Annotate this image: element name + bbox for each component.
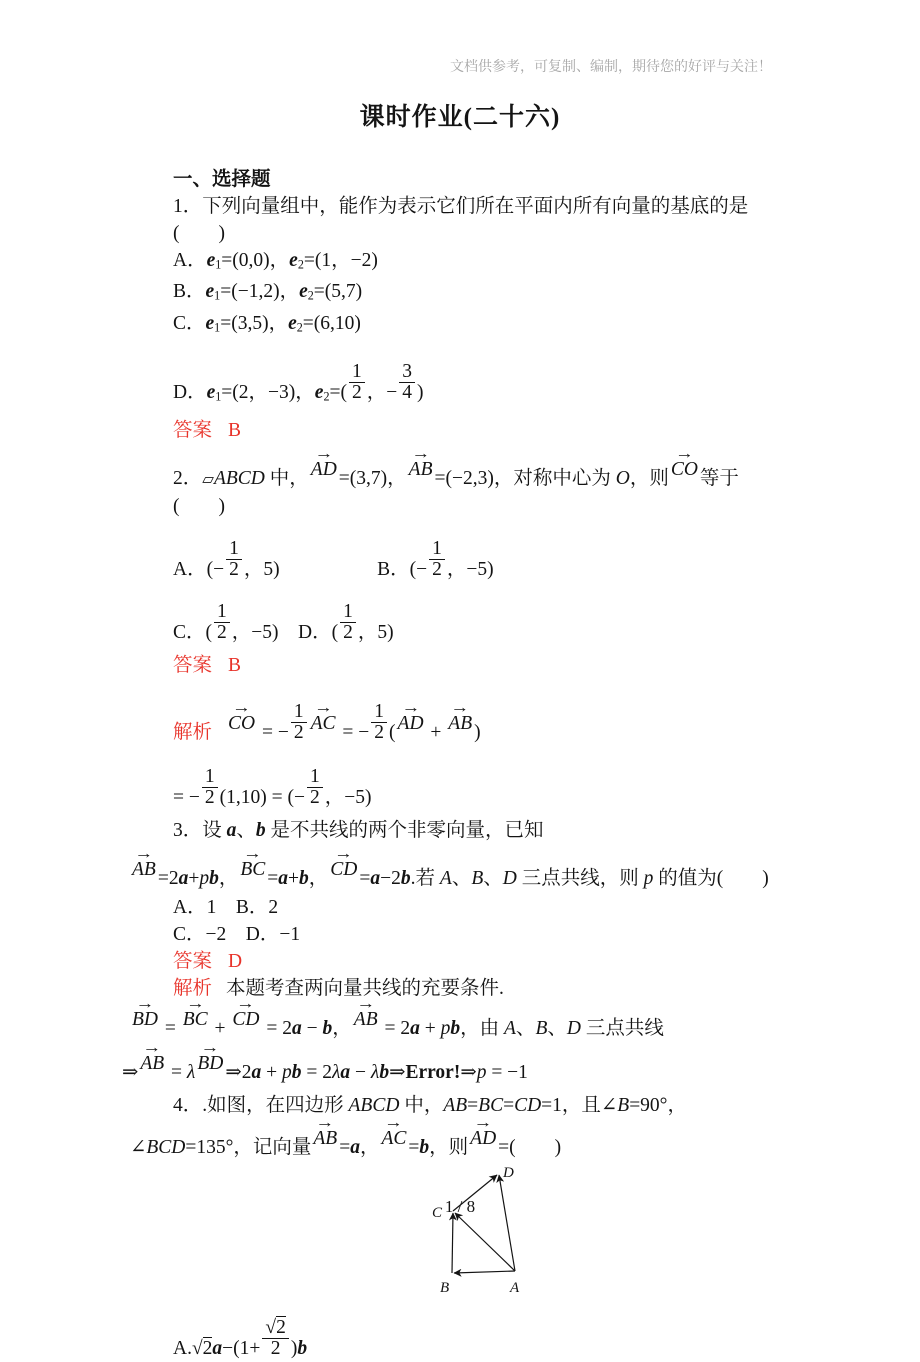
q2-analysis-formula: → CO = − $\frac{1}{2}$ → AC = − $\frac{1}{2}$ ( → AD + → AB ) xyxy=(228,700,481,743)
q4-stem-line2: ∠BCD=135°，记向量 → AB =a， → AC =b，则 → AD =( ) xyxy=(130,1115,562,1158)
vertex-label-b: B xyxy=(440,1279,450,1296)
answer-value: B xyxy=(228,419,242,441)
edge-a-to-d xyxy=(499,1175,515,1271)
q2-analysis-line2: = − $\frac{1}{2}$ (1,10) = (− $\frac{1}{2}$ ，−5) xyxy=(173,765,372,808)
q1-option-c: C．e1=(3,5)，e2=(6,10) xyxy=(173,312,361,335)
edge-b-to-c xyxy=(452,1213,453,1273)
analysis-label: 解析 xyxy=(173,721,213,743)
q2-options-ab: A．(− $\frac{1}{2}$ ，5) B．(− $\frac{1}{2}$ ，−5) xyxy=(173,537,494,580)
q1-stem: 1．下列向量组中，能作为表示它们所在平面内所有向量的基底的是( ) xyxy=(173,196,749,244)
q2-stem: 2．▱ABCD 中， → AD =(3,7)， → AB =(−2,3)，对称中心为 O，则 → CO 等于( ) xyxy=(173,446,739,517)
q1-option-d: D．e1=(2，−3)，e2=( $\frac{1}{2}$ ，− $\frac{3}{4}$ ) xyxy=(173,361,424,404)
vertex-label-a: A xyxy=(510,1279,520,1296)
q4-option-a: A.√2a−(1+ $\frac{√2}{2}$ )b xyxy=(173,1316,308,1359)
vertex-label-c: C xyxy=(432,1204,443,1221)
q2-options-cd: C．( $\frac{1}{2}$ ，−5) D．( $\frac{1}{2}$ ，5) xyxy=(173,600,394,643)
answer-label: 答案 xyxy=(173,654,213,676)
q3-analysis-line3: ⇒ → AB = λ → BD ⇒2a + pb = 2λa − λb⇒Error!⇒p = −1 xyxy=(122,1040,528,1083)
q1-answer xyxy=(130,417,790,444)
q3-analysis-line2: → BD = → BC + → CD = 2a − b， → AB = 2a + pb，由 A、B、D 三点共线 xyxy=(132,996,664,1039)
q3-answer xyxy=(130,948,790,975)
q2-answer xyxy=(130,652,790,679)
page-number: 1 / 8 xyxy=(444,1197,476,1216)
q3-stem-line1: 3．设 a、b 是不共线的两个非零向量，已知 xyxy=(173,819,544,841)
edge-a-to-b xyxy=(454,1271,515,1273)
section-heading: 一、选择题 xyxy=(173,169,271,190)
q1-option-a: A．e1=(0,0)，e2=(1，−2) xyxy=(173,250,378,272)
q3-options-cd: C．−2 D．−1 xyxy=(173,923,301,945)
vertex-label-d: D xyxy=(503,1164,514,1181)
q3-options-ab: A．1 B．2 xyxy=(173,896,279,918)
answer-label: 答案 xyxy=(173,419,213,441)
q2-analysis-line1 xyxy=(130,700,790,746)
quadrilateral-figure xyxy=(430,1161,790,1301)
q3-analysis-text: 本题考查两向量共线的充要条件. xyxy=(226,977,504,999)
analysis-label: 解析 xyxy=(173,977,213,999)
figure-svg xyxy=(430,1161,600,1301)
answer-value: B xyxy=(228,654,242,676)
q3-analysis-intro xyxy=(130,975,790,1002)
q4-stem-line1: 4．.如图，在四边形 ABCD 中，AB=BC=CD=1，且∠B=90°， xyxy=(173,1094,687,1116)
q3-stem-line2: → AB =2a+pb， → BC =a+b， → CD =a−2b.若 A、B、D 三点共线，则 p 的值为( ) xyxy=(132,846,769,889)
page-title: 课时作业(二十六) xyxy=(359,104,561,131)
answer-value: D xyxy=(228,950,243,972)
answer-label: 答案 xyxy=(173,950,213,972)
q1-option-b: B．e1=(−1,2)，e2=(5,7) xyxy=(173,281,363,303)
header-note: 文档供参考，可复制、编制，期待您的好评与关注！ xyxy=(450,60,772,75)
edge-a-to-c xyxy=(455,1213,515,1271)
